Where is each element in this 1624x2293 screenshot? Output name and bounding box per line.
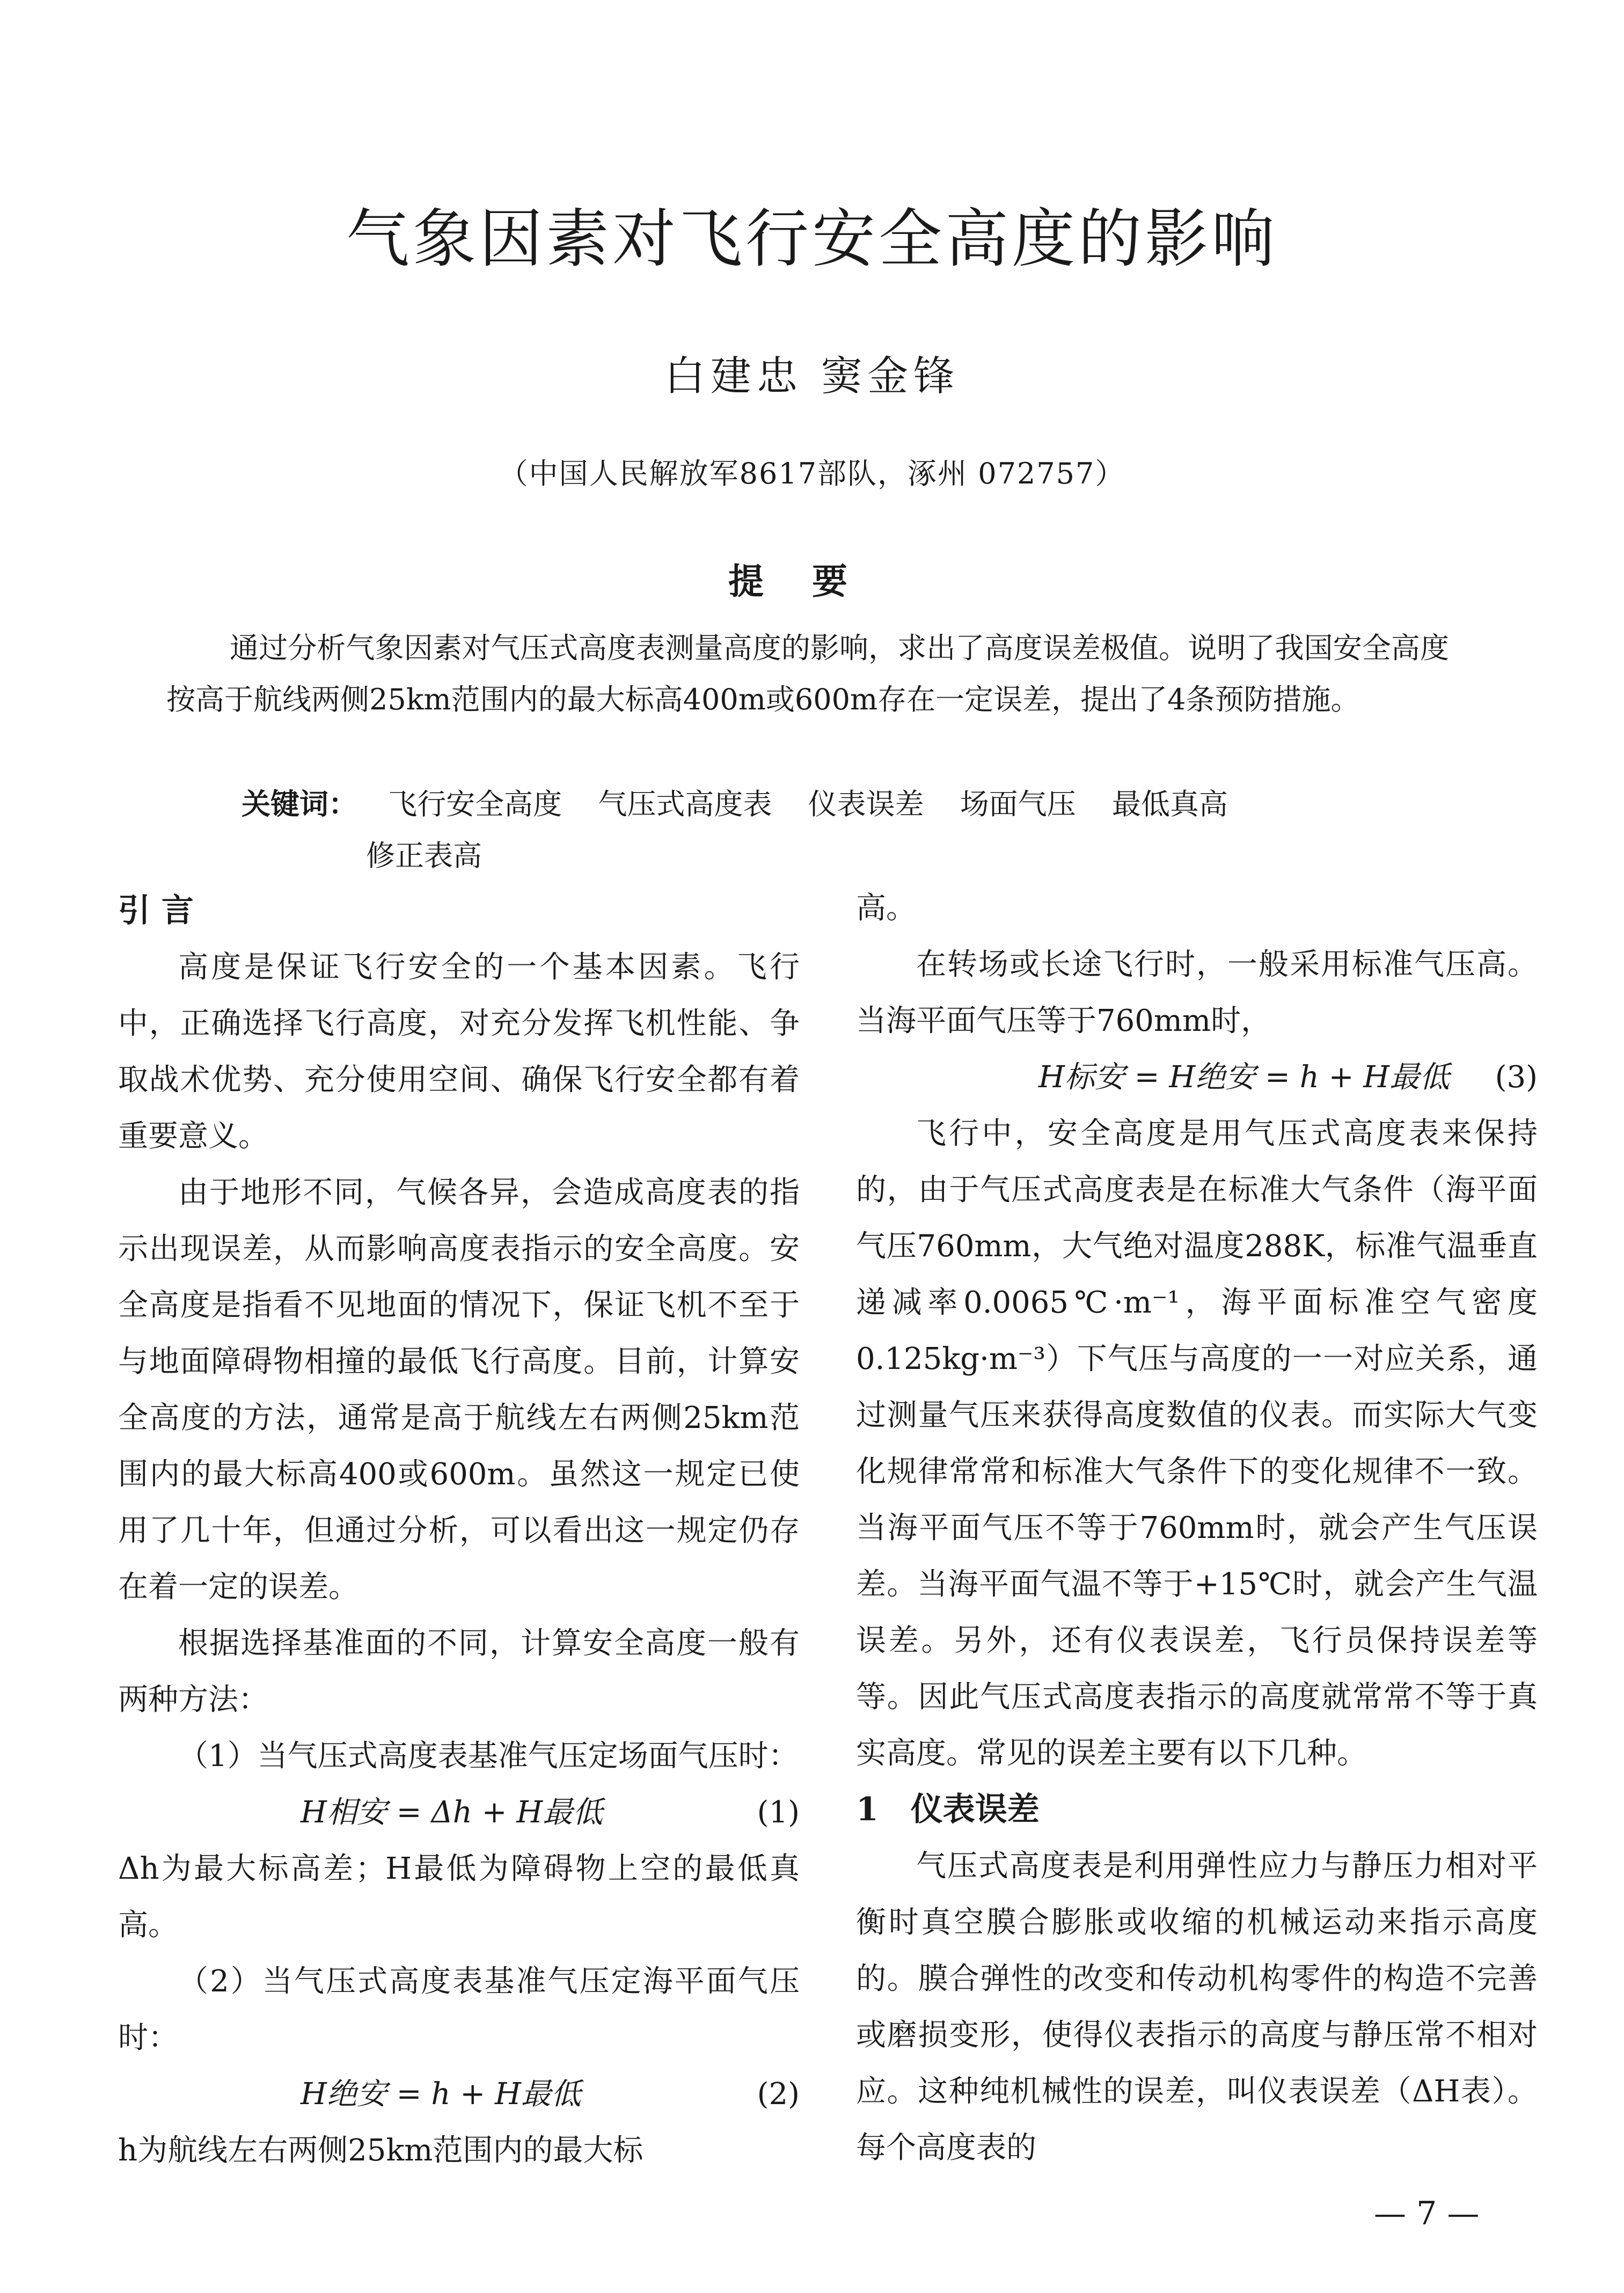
equation-number: (3) [1495, 1060, 1538, 1095]
right-column [856, 880, 1538, 2176]
equation-2 [118, 2066, 800, 2122]
affiliation: （中国人民解放军8617部队，涿州 072757） [499, 457, 1125, 490]
keyword: 气压式高度表 [598, 787, 772, 821]
paragraph: Δh为最大标高差；H最低为障碍物上空的最低真高。 [118, 1851, 800, 1943]
left-column [118, 883, 800, 2179]
paper-title: 气象因素对飞行安全高度的影响 [346, 202, 1278, 276]
equation-body: H相安 = Δh + H最低 [301, 1795, 603, 1830]
paragraph: 高。 [856, 891, 916, 926]
paragraph: h为航线左右两侧25km范围内的最大标 [118, 2133, 643, 2168]
paragraph: 根据选择基准面的不同，计算安全高度一般有两种方法： [118, 1626, 800, 1717]
equation-number: (2) [757, 2077, 800, 2112]
equation-body: H绝安 = h + H最低 [301, 2077, 581, 2112]
keywords-label: 关键词： [242, 787, 357, 821]
equation-body: H标安 = H绝安 = h + H最低 [1038, 1060, 1450, 1095]
keyword: 修正表高 [366, 839, 482, 873]
paragraph: 在转场或长途飞行时，一般采用标准气压高。当海平面气压等于760mm时， [856, 947, 1538, 1038]
paragraph: 飞行中，安全高度是用气压式高度表来保持的，由于气压式高度表是在标准大气条件（海平面气压760mm，大气绝对温度288K，标准气温垂直递减率0.0065℃·m⁻¹，海平面标准空气密度0.125kg·m⁻³）下气压与高度的一一对应关系，通过测量气压来获得高度数值的仪表。而实际大气变化规律常常和标准大气条件下的变化规律不一致。当海平面气压不等于760mm时，就会产生气压误差。当海平面气温不等于+15℃时，就会产生气温误差。另外，还有仪表误差，飞行员保持误差等等。因此气压式高度表指示的高度就常常不等于真实高度。常见的误差主要有以下几种。 [856, 1116, 1538, 1771]
paragraph: 气压式高度表是利用弹性应力与静压力相对平衡时真空膜合膨胀或收缩的机械运动来指示高度的。膜合弹性的改变和传动机构零件的构造不完善或磨损变形，使得仪表指示的高度与静压常不相对应。这种纯机械性的误差，叫仪表误差（ΔH表）。每个高度表的 [856, 1849, 1538, 2165]
abstract-text: 通过分析气象因素对气压式高度表测量高度的影响，求出了高度误差极值。说明了我国安全高度按高于航线两侧25km范围内的最大标高400m或600m存在一定误差，提出了4条预防措施。 [166, 631, 1449, 716]
keyword: 最低真高 [1111, 787, 1228, 821]
paragraph: （1）当气压式高度表基准气压定场面气压时： [178, 1739, 799, 1774]
paragraph: 高度是保证飞行安全的一个基本因素。飞行中，正确选择飞行高度，对充分发挥飞机性能、争取战术优势、充分使用空间、确保飞行安全都有着重要意义。 [118, 950, 800, 1154]
keyword: 飞行安全高度 [388, 787, 562, 821]
keyword: 场面气压 [960, 787, 1076, 821]
section-number: 1 [856, 1791, 879, 1828]
equation-number: (1) [757, 1795, 800, 1830]
keywords-list [242, 787, 1255, 873]
page-number-text: — 7 — [1374, 2195, 1480, 2232]
paragraph: 由于地形不同，气候各异，会造成高度表的指示出现误差，从而影响高度表指示的安全高度。安全高度是指看不见地面的情况下，保证飞机不至于与地面障碍物相撞的最低飞行高度。目前，计算安全高度的方法，通常是高于航线左右两侧25km范围内的最大标高400或600m。虽然这一规定已使用了几十年，但通过分析，可以看出这一规定仍存在着一定的误差。 [118, 1175, 800, 1605]
equation-3 [856, 1049, 1538, 1105]
abstract-heading: 提要 [728, 560, 896, 602]
equation-1 [118, 1784, 800, 1841]
paragraph: （2）当气压式高度表基准气压定海平面气压时： [118, 1964, 800, 2055]
authors: 白建忠 窦金锋 [664, 352, 960, 400]
keyword: 仪表误差 [808, 787, 924, 821]
section-title: 仪表误差 [910, 1791, 1040, 1828]
intro-heading: 引 言 [118, 892, 194, 929]
section-heading [856, 1782, 1538, 1838]
keywords [242, 778, 1422, 882]
